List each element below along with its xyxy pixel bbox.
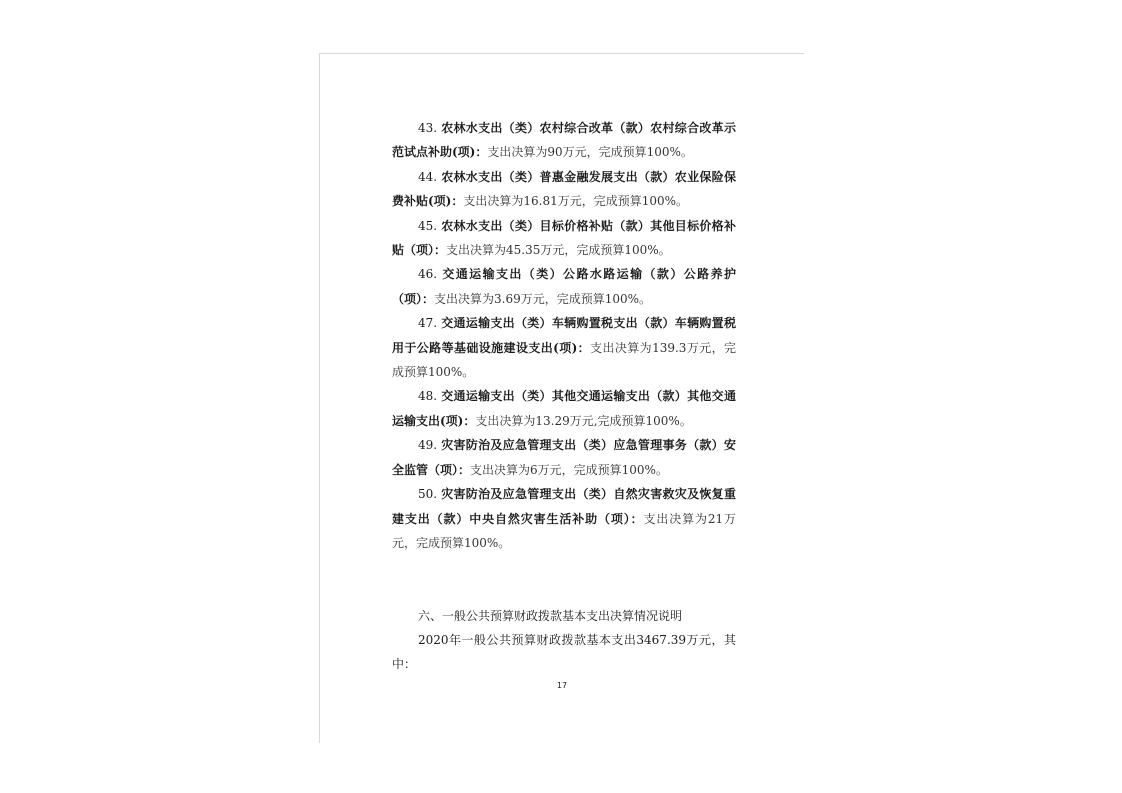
page-top-edge [319,53,804,54]
page-left-edge [319,53,320,743]
list-item: 43. 农林水支出（类）农村综合改革（款）农村综合改革示范试点补助(项)：支出决算为90万元，完成预算100%。 [392,121,736,160]
list-item: 47. 交通运输支出（类）车辆购置税支出（款）车辆购置税用于公路等基础设施建设支出(项)：支出决算为139.3万元，完成预算100%。 [392,316,737,380]
page-number: 17 [556,681,568,690]
section-body: 2020年一般公共预算财政拨款基本支出3467.39万元，其中： [392,633,736,672]
list-item: 49. 灾害防治及应急管理支出（类）应急管理事务（款）安全监管（项）：支出决算为6万元，完成预算100%。 [392,438,736,477]
basic-expenditure-section [392,604,736,677]
list-item: 44. 农林水支出（类）普惠金融发展支出（款）农业保险保费补贴(项)：支出决算为16.81万元，完成预算100%。 [392,169,736,209]
list-item: 45. 农林水支出（类）目标价格补贴（款）其他目标价格补贴（项）：支出决算为45.35万元，完成预算100%。 [392,218,736,258]
list-item: 46. 交通运输支出（类）公路水路运输（款）公路养护（项）：支出决算为3.69万元，完成预算100%。 [392,267,736,306]
expenditure-items-list [392,116,736,555]
list-item: 48. 交通运输支出（类）其他交通运输支出（款）其他交通运输支出(项)：支出决算为13.29万元,完成预算100%。 [392,389,736,428]
section-title: 六、一般公共预算财政拨款基本支出决算情况说明 [418,609,683,623]
list-item: 50. 灾害防治及应急管理支出（类）自然灾害救灾及恢复重建支出（款）中央自然灾害生活补助（项）：支出决算为21万元，完成预算100%。 [392,487,736,550]
